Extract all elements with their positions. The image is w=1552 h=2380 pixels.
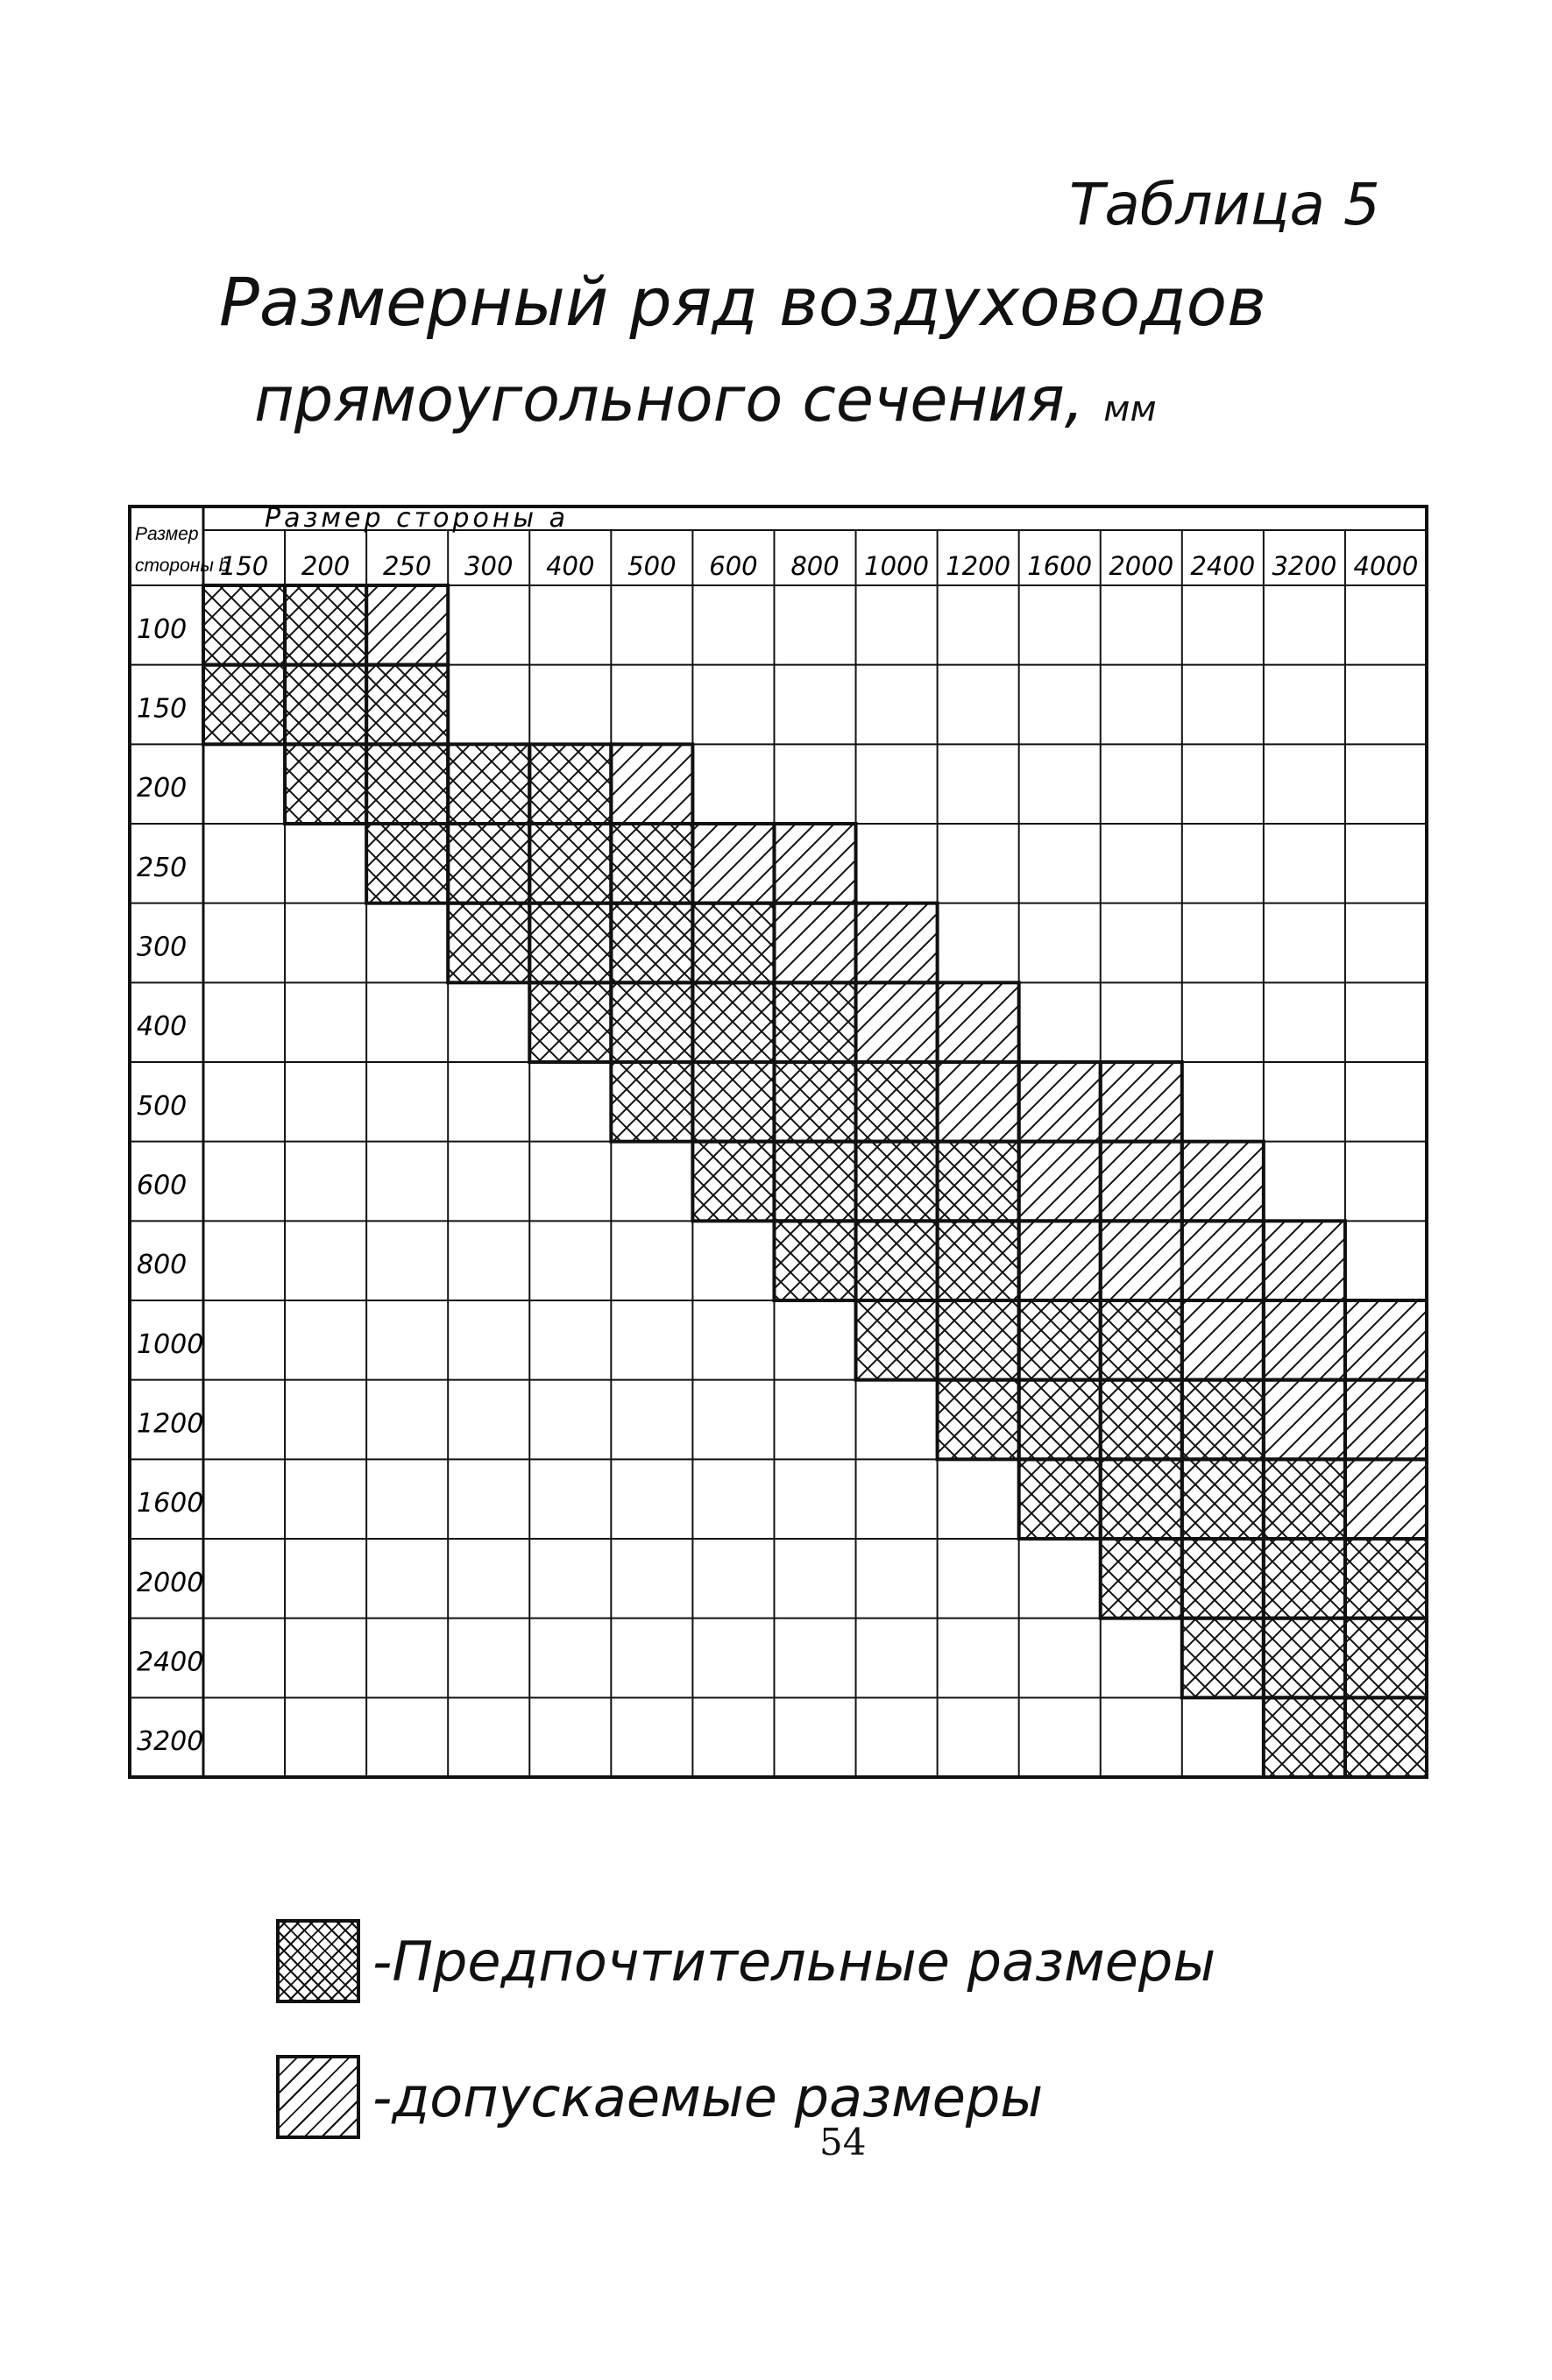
cell-preferred	[366, 744, 448, 824]
preferred-swatch	[276, 1919, 360, 2003]
cell-preferred	[448, 824, 529, 903]
column-header: 4000	[1353, 551, 1419, 581]
cell-preferred	[692, 1062, 774, 1142]
cell-preferred	[1182, 1459, 1264, 1539]
legend-allowed-label: -допускаемые размеры	[372, 2065, 1044, 2129]
column-group-label: Размер стороны a	[265, 503, 570, 534]
cell-preferred	[529, 744, 611, 824]
legend-preferred	[276, 1919, 1215, 2003]
column-header: 1600	[1027, 551, 1093, 581]
corner-label-line1: Размер	[135, 524, 199, 544]
cell-allowed	[1101, 1062, 1182, 1142]
cell-preferred	[774, 1062, 855, 1142]
column-header: 150	[219, 551, 269, 581]
row-header: 1000	[137, 1328, 204, 1360]
legend-preferred-label: -Предпочтительные размеры	[372, 1929, 1216, 1994]
cell-allowed	[1101, 1221, 1182, 1300]
cell-allowed	[1182, 1142, 1264, 1222]
cell-allowed	[1019, 1142, 1101, 1222]
row-header: 200	[137, 773, 188, 804]
table-title-line1: Размерный ряд воздуховодов	[219, 263, 1266, 341]
cell-preferred	[366, 665, 448, 745]
cell-preferred	[692, 903, 774, 983]
table-title-line2-text: прямоугольного сечения,	[254, 364, 1085, 436]
cell-preferred	[774, 1142, 855, 1222]
row-header: 3200	[137, 1726, 204, 1758]
cell-allowed	[856, 903, 938, 983]
cell-preferred	[692, 982, 774, 1062]
cell-preferred	[774, 982, 855, 1062]
table-number: Таблица 5	[1069, 171, 1380, 238]
cell-preferred	[203, 665, 285, 745]
column-header: 1200	[946, 551, 1011, 581]
row-header: 250	[137, 852, 188, 883]
cell-preferred	[1101, 1380, 1182, 1460]
cell-preferred	[1019, 1380, 1101, 1460]
cell-allowed	[1345, 1459, 1427, 1539]
column-header: 2000	[1109, 551, 1174, 581]
cell-preferred	[1345, 1539, 1427, 1619]
column-header: 600	[709, 551, 758, 581]
legend-allowed	[276, 2055, 1043, 2139]
cell-preferred	[692, 1142, 774, 1222]
cell-allowed	[856, 982, 938, 1062]
cell-preferred	[774, 1221, 855, 1300]
cell-preferred	[1182, 1380, 1264, 1460]
cell-preferred	[1101, 1459, 1182, 1539]
cell-preferred	[285, 585, 366, 665]
column-header: 3200	[1272, 551, 1337, 581]
column-header: 500	[627, 551, 677, 581]
cell-preferred	[938, 1142, 1019, 1222]
cell-preferred	[1182, 1539, 1264, 1619]
allowed-swatch	[276, 2055, 360, 2139]
cell-preferred	[1101, 1539, 1182, 1619]
cell-preferred	[529, 982, 611, 1062]
cell-preferred	[1182, 1619, 1264, 1698]
cell-allowed	[1101, 1142, 1182, 1222]
cell-preferred	[938, 1300, 1019, 1380]
cell-allowed	[1182, 1221, 1264, 1300]
cell-allowed	[1019, 1062, 1101, 1142]
cell-allowed	[938, 982, 1019, 1062]
cell-allowed	[1345, 1380, 1427, 1460]
page-number: 54	[819, 2121, 867, 2164]
column-header: 200	[301, 551, 351, 581]
row-header: 1200	[137, 1408, 204, 1440]
table-title-unit: мм	[1103, 389, 1157, 429]
row-header: 2400	[137, 1647, 204, 1678]
column-header: 250	[382, 551, 432, 581]
cell-preferred	[611, 824, 692, 903]
cell-preferred	[1101, 1300, 1182, 1380]
cell-preferred	[366, 824, 448, 903]
row-header: 500	[137, 1090, 188, 1122]
cell-preferred	[529, 824, 611, 903]
column-header: 2400	[1190, 551, 1256, 581]
cell-allowed	[692, 824, 774, 903]
column-header: 800	[790, 551, 840, 581]
cell-preferred	[611, 903, 692, 983]
cell-preferred	[203, 585, 285, 665]
cell-preferred	[448, 903, 529, 983]
cell-allowed	[366, 585, 448, 665]
cell-allowed	[1264, 1380, 1345, 1460]
cell-preferred	[856, 1062, 938, 1142]
cell-preferred	[1019, 1300, 1101, 1380]
row-header: 300	[137, 931, 188, 963]
cell-preferred	[1264, 1539, 1345, 1619]
cell-preferred	[448, 744, 529, 824]
cell-allowed	[1345, 1300, 1427, 1380]
cell-preferred	[856, 1221, 938, 1300]
column-header: 1000	[864, 551, 929, 581]
cell-allowed	[774, 903, 855, 983]
row-header: 400	[137, 1011, 188, 1043]
cell-preferred	[285, 744, 366, 824]
column-header: 400	[546, 551, 595, 581]
cell-preferred	[611, 982, 692, 1062]
cell-preferred	[938, 1380, 1019, 1460]
corner-label-line2: стороны b	[135, 556, 230, 576]
cell-allowed	[1264, 1300, 1345, 1380]
cell-preferred	[938, 1221, 1019, 1300]
cell-preferred	[1345, 1697, 1427, 1777]
cell-preferred	[856, 1142, 938, 1222]
cell-allowed	[938, 1062, 1019, 1142]
cell-preferred	[1019, 1459, 1101, 1539]
cell-allowed	[1264, 1221, 1345, 1300]
cell-allowed	[1182, 1300, 1264, 1380]
row-header: 150	[137, 693, 188, 725]
cell-preferred	[529, 903, 611, 983]
cell-preferred	[611, 1062, 692, 1142]
cell-preferred	[1264, 1619, 1345, 1698]
row-header: 100	[137, 613, 188, 645]
row-header: 1600	[137, 1488, 204, 1519]
cell-allowed	[611, 744, 692, 824]
row-header: 800	[137, 1250, 188, 1281]
cell-preferred	[285, 665, 366, 745]
row-header: 600	[137, 1170, 188, 1201]
cell-preferred	[1264, 1459, 1345, 1539]
cell-preferred	[1264, 1697, 1345, 1777]
cell-preferred	[856, 1300, 938, 1380]
cell-allowed	[1019, 1221, 1101, 1300]
cell-preferred	[1345, 1619, 1427, 1698]
cell-allowed	[774, 824, 855, 903]
column-header: 300	[464, 551, 514, 581]
row-header: 2000	[137, 1567, 204, 1598]
